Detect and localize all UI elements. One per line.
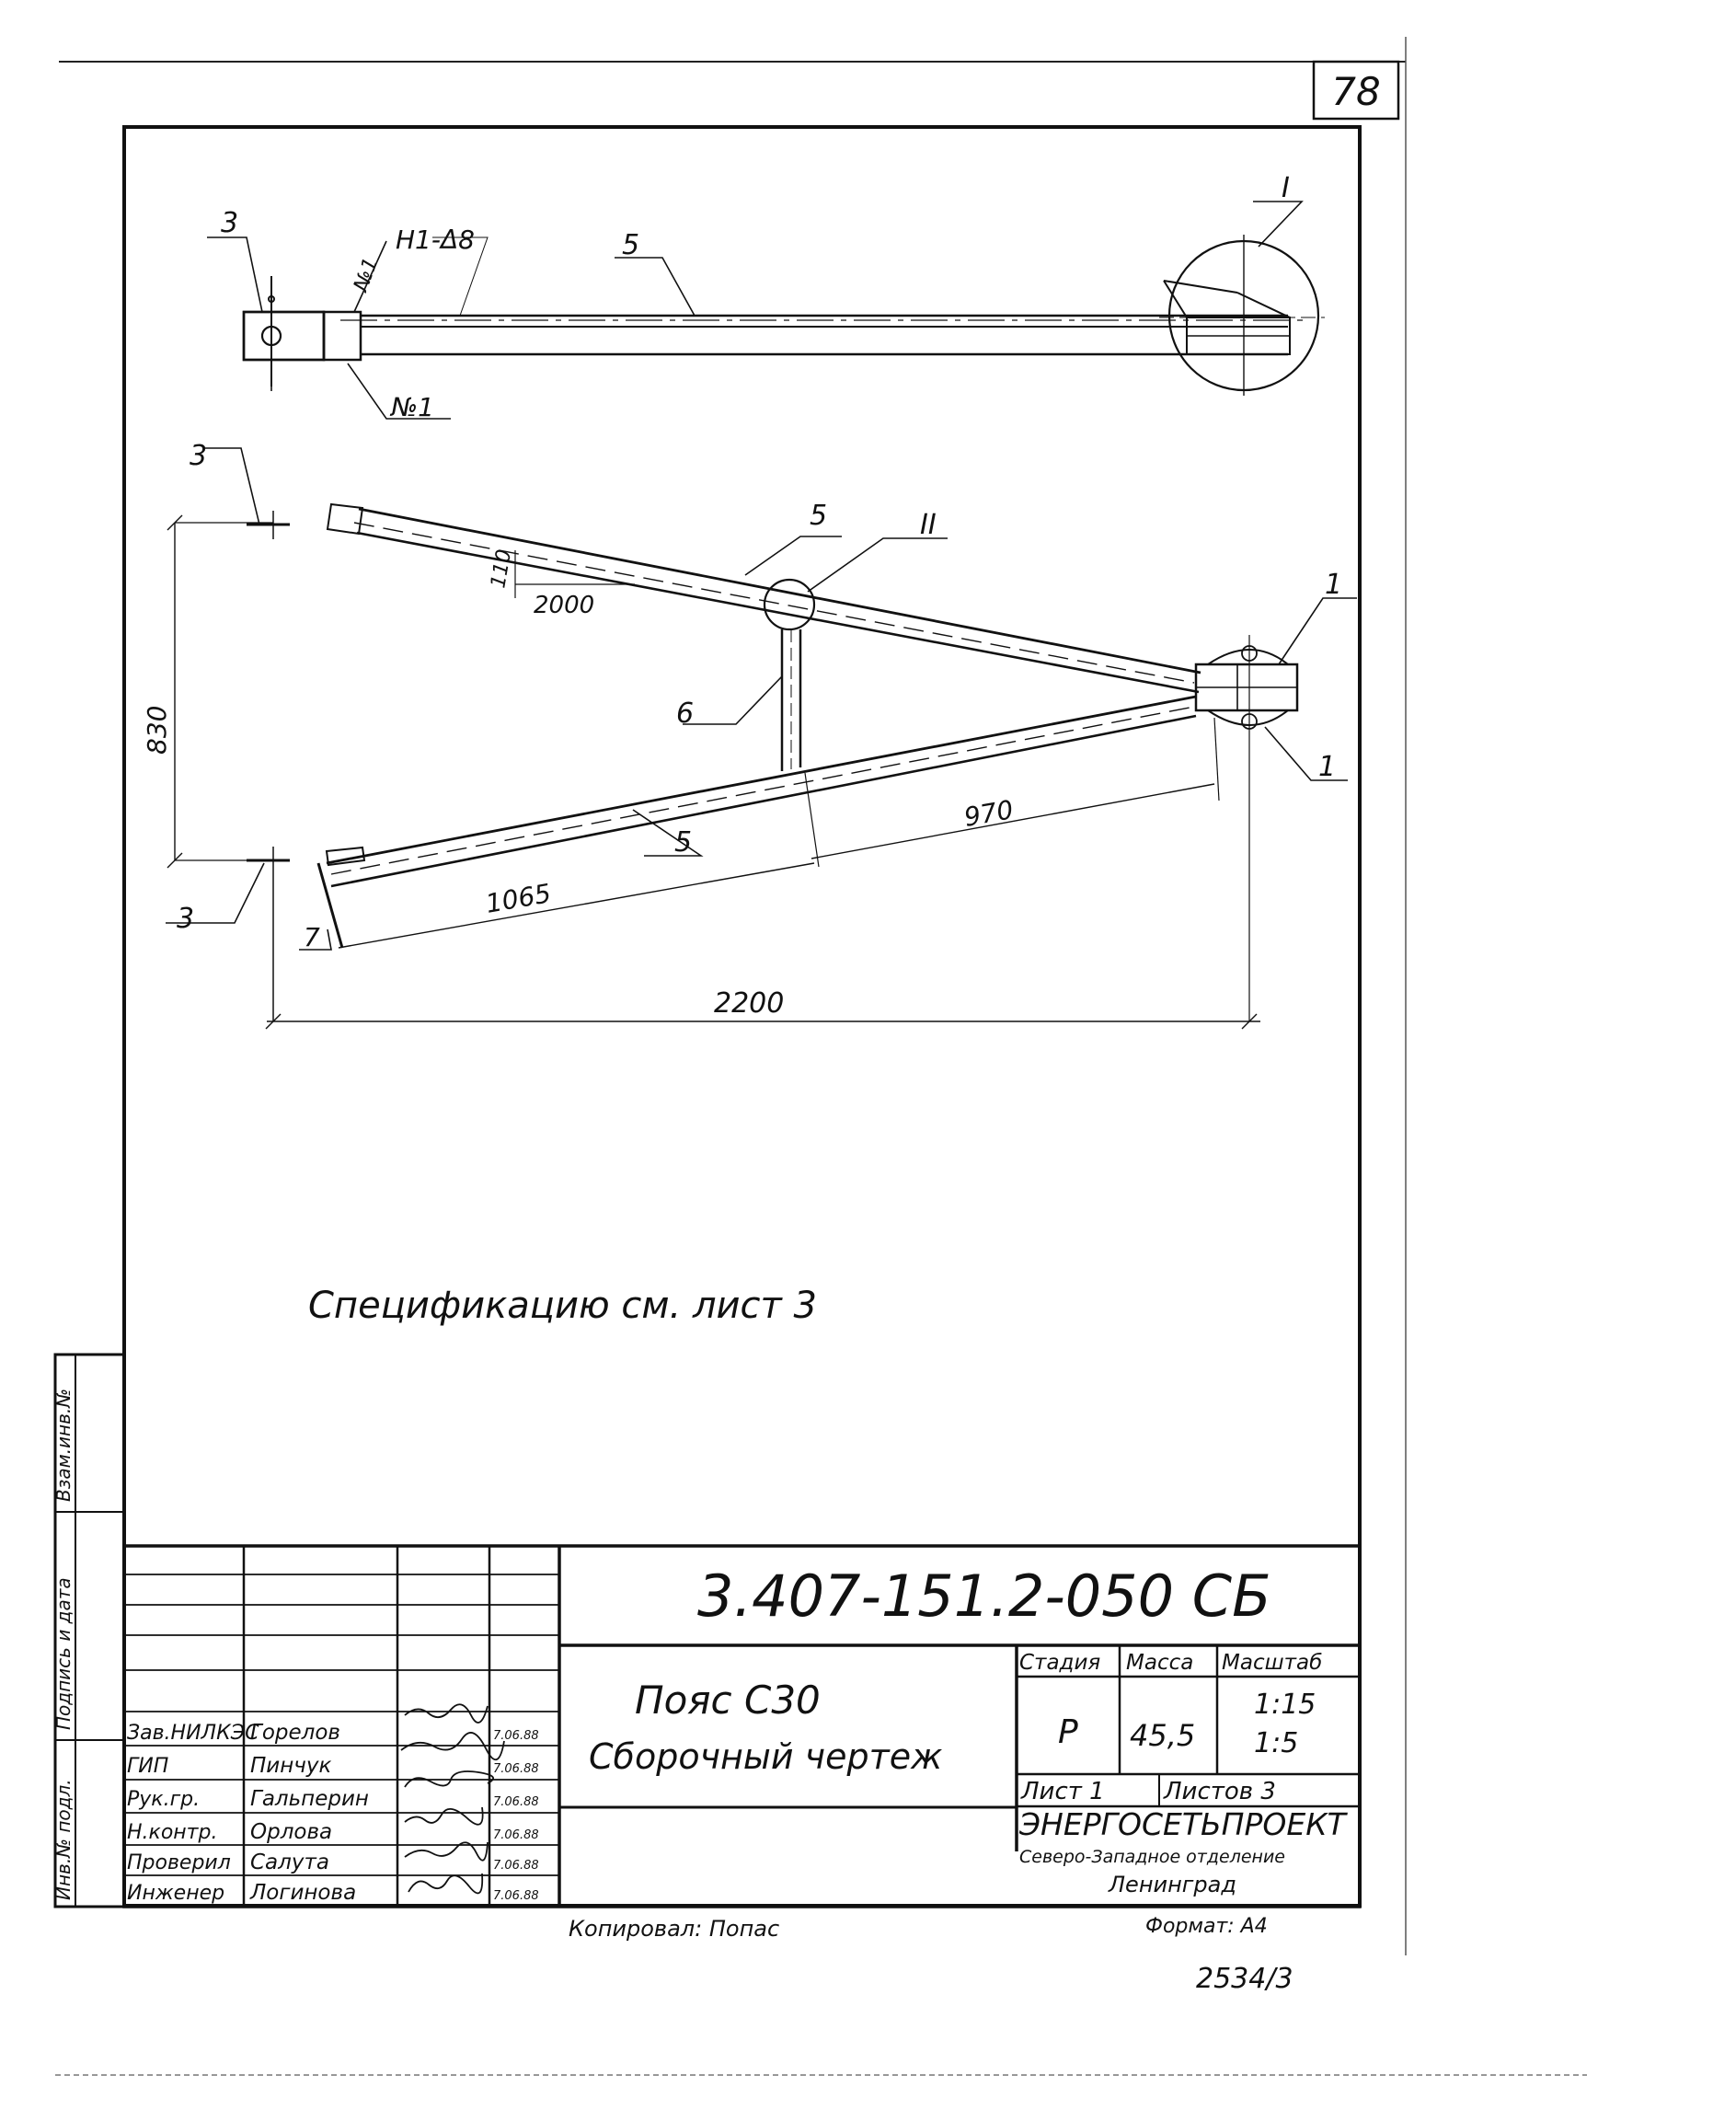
sig-role-1: Зав.НИЛКЭС xyxy=(127,1722,259,1745)
scale-1: 1:15 xyxy=(1254,1689,1316,1721)
sig-role-4: Н.контр. xyxy=(127,1821,218,1844)
leader-5-top xyxy=(615,258,695,316)
side-inv-podl: Инв.№ подл. xyxy=(52,1779,75,1900)
archive-number: 2534/3 xyxy=(1196,1963,1293,1995)
sheet-no: Лист 1 xyxy=(1021,1778,1105,1805)
leader-5-upper xyxy=(745,536,842,575)
label-pos-3-top: 3 xyxy=(221,207,239,239)
label-pos-5-upper: 5 xyxy=(810,500,828,532)
dim-830: 830 xyxy=(142,705,172,755)
label-no1-vertical: №1 xyxy=(350,254,384,295)
label-pos-1-lower: 1 xyxy=(1318,751,1337,783)
copied-by: Копировал: Попас xyxy=(569,1916,780,1942)
org-city: Ленинград xyxy=(1109,1872,1236,1897)
dim-1065-line xyxy=(339,863,814,948)
title-line-1: Пояс С30 xyxy=(635,1678,821,1723)
sig-date-3: 7.06.88 xyxy=(493,1795,539,1809)
signature-4 xyxy=(405,1807,483,1825)
org-name: ЭНЕРГОСЕТЬПРОЕКТ xyxy=(1019,1806,1346,1842)
signature-1 xyxy=(405,1704,488,1723)
doc-code: 3.407-151.2-050 СБ xyxy=(697,1562,1271,1630)
dim-2200: 2200 xyxy=(714,987,785,1020)
sig-date-5: 7.06.88 xyxy=(493,1859,539,1873)
hdr-mass: Масса xyxy=(1126,1651,1194,1675)
leader-3-top xyxy=(207,237,262,312)
label-pos-5-top: 5 xyxy=(622,229,640,261)
sig-name-1: Горелов xyxy=(250,1721,340,1745)
format: Формат: А4 xyxy=(1145,1915,1268,1938)
signature-6 xyxy=(408,1874,482,1893)
node-II-circle xyxy=(765,580,814,629)
sig-role-3: Рук.гр. xyxy=(127,1788,201,1811)
sig-name-5: Салута xyxy=(250,1851,329,1874)
upper-chord xyxy=(359,509,1201,673)
leader-node-II xyxy=(808,538,948,592)
label-pos-3-upper: 3 xyxy=(190,440,208,472)
leader-1-upper xyxy=(1279,598,1357,664)
page-number: 78 xyxy=(1331,69,1381,114)
dim-2000: 2000 xyxy=(534,592,595,619)
sig-role-6: Инженер xyxy=(127,1882,225,1905)
sig-role-2: ГИП xyxy=(127,1755,169,1778)
dim-1065: 1065 xyxy=(483,878,554,919)
label-pos-5-lower: 5 xyxy=(674,826,693,859)
leader-node-I xyxy=(1253,202,1302,247)
sig-name-4: Орлова xyxy=(250,1820,333,1844)
spec-note: Спецификацию см. лист 3 xyxy=(308,1285,818,1327)
label-pos-7: 7 xyxy=(304,922,320,952)
label-node-II: II xyxy=(920,509,937,541)
mass-value: 45,5 xyxy=(1130,1718,1196,1753)
sig-date-1: 7.06.88 xyxy=(493,1729,539,1743)
label-pos-1-upper: 1 xyxy=(1325,569,1343,601)
sig-date-2: 7.06.88 xyxy=(493,1762,539,1776)
sig-role-5: Проверил xyxy=(127,1851,231,1874)
dim-110: 110 xyxy=(487,548,517,591)
sig-name-3: Гальперин xyxy=(250,1787,369,1811)
lower-chord xyxy=(327,697,1196,863)
dim-970: 970 xyxy=(961,794,1016,833)
sheets-total: Листов 3 xyxy=(1164,1778,1276,1805)
stage-value: Р xyxy=(1058,1713,1078,1751)
label-weld-top: Н1-Δ8 xyxy=(396,225,475,255)
hdr-scale: Масштаб xyxy=(1222,1651,1323,1675)
side-podpis-data: Подпись и дата xyxy=(52,1577,75,1730)
side-vzam-inv: Взам.инв.№ xyxy=(52,1388,75,1502)
leader-3-upper xyxy=(204,448,259,525)
sig-name-6: Логинова xyxy=(250,1881,357,1905)
label-node-I: I xyxy=(1282,172,1290,204)
sig-name-2: Пинчук xyxy=(250,1754,332,1778)
sig-date-4: 7.06.88 xyxy=(493,1828,539,1842)
org-branch: Северо-Западное отделение xyxy=(1019,1847,1285,1867)
label-pos-3-lower: 3 xyxy=(177,903,195,935)
top-view-plate xyxy=(244,312,324,360)
scale-2: 1:5 xyxy=(1254,1727,1299,1759)
title-line-2: Сборочный чертеж xyxy=(589,1736,943,1777)
hdr-stage: Стадия xyxy=(1019,1651,1101,1675)
label-pos-6: 6 xyxy=(676,698,695,730)
leader-6 xyxy=(683,676,782,724)
label-no1-bottom: №1 xyxy=(391,392,434,422)
sig-date-6: 7.06.88 xyxy=(493,1889,539,1903)
